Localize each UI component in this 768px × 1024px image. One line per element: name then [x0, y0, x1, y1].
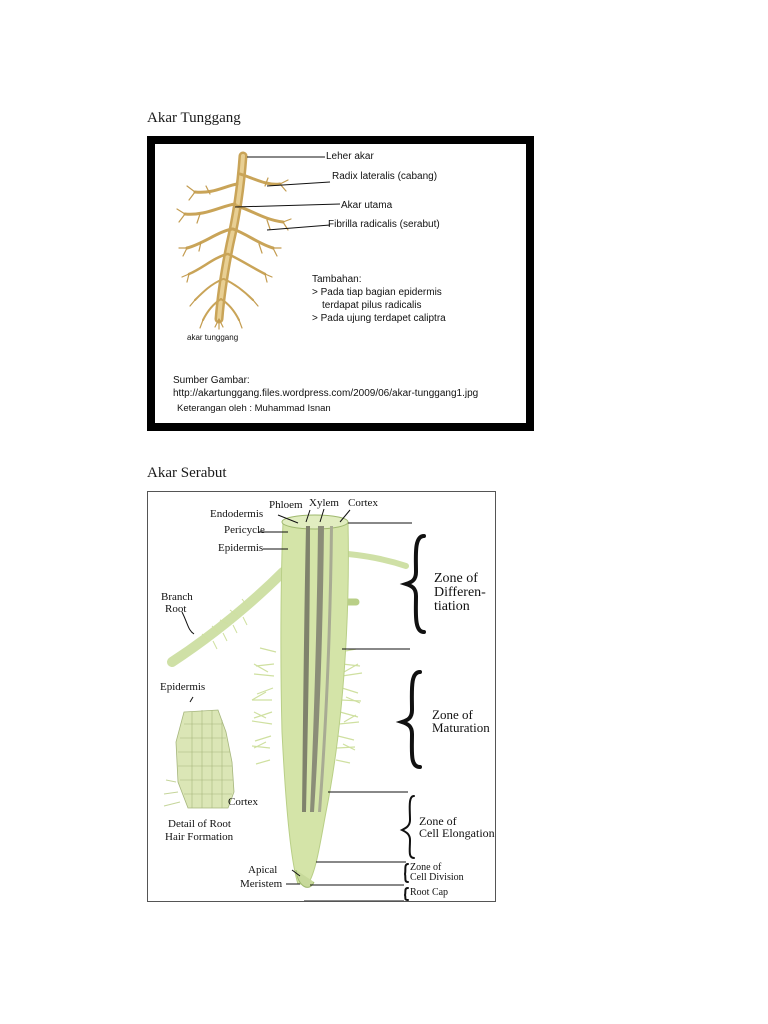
tambahan-line-2: terdapat pilus radicalis [322, 300, 422, 311]
fibrous-root-heading: Akar Serabut [147, 465, 227, 481]
zone-elongation [419, 815, 495, 839]
zone-differentiation-line-2: Differen- [434, 585, 486, 600]
branch-label: Branch [161, 591, 193, 603]
zone-differentiation-line-1: Zone of [434, 571, 478, 586]
apical-label: Apical [248, 864, 278, 876]
source-credit: Keterangan oleh : Muhammad Isnan [177, 403, 331, 414]
epidermis-top-label: Epidermis [218, 542, 264, 554]
phloem-label: Phloem [269, 499, 303, 511]
source-url: http://akartunggang.files.wordpress.com/2009/06/akar-tunggang1.jpg [173, 388, 479, 399]
akar-utama-label: Akar utama [341, 200, 393, 211]
root-label: Root [165, 603, 187, 615]
detail-line-1: Detail of Root [168, 818, 231, 830]
meristem-label: Meristem [240, 878, 283, 890]
zone-root-cap: Root Cap [410, 887, 449, 898]
zone-division-line-1: Zone of [410, 862, 442, 873]
akar-tunggang-caption: akar tunggang [187, 333, 239, 342]
zone-division [410, 863, 464, 883]
fibrilla-label: Fibrilla radicalis (serabut) [328, 219, 440, 230]
zone-division-line-2: Cell Division [410, 872, 464, 883]
cortex-detail-label: Cortex [228, 796, 258, 808]
zone-elongation-line-2: Cell Elongation [419, 826, 495, 840]
zone-maturation-line-1: Zone of [432, 707, 473, 722]
tap-root-heading: Akar Tunggang [147, 110, 241, 126]
endodermis-label: Endodermis [210, 508, 264, 520]
tambahan-line-1: > Pada tiap bagian epidermis [312, 287, 442, 298]
pericycle-label: Pericycle [224, 524, 265, 536]
epidermis-detail-label: Epidermis [160, 681, 206, 693]
zone-elongation-line-1: Zone of [419, 814, 457, 828]
zone-maturation-line-2: Maturation [432, 720, 490, 735]
zone-differentiation [434, 572, 486, 614]
tap-root-figure [147, 136, 534, 431]
leher-akar-label: Leher akar [326, 151, 374, 162]
zone-maturation [432, 708, 490, 734]
radix-lateralis-label: Radix lateralis (cabang) [332, 171, 438, 182]
xylem-label: Xylem [309, 497, 339, 509]
detail-line-2: Hair Formation [165, 831, 234, 843]
zone-differentiation-line-3: tiation [434, 599, 470, 614]
tambahan-line-3: > Pada ujung terdapet caliptra [312, 313, 446, 324]
cortex-top-label: Cortex [348, 497, 378, 509]
root-zones-figure [147, 491, 496, 902]
source-title: Sumber Gambar: [173, 375, 250, 386]
tap-root-figure-canvas [155, 144, 526, 423]
tambahan-title: Tambahan: [312, 274, 362, 285]
